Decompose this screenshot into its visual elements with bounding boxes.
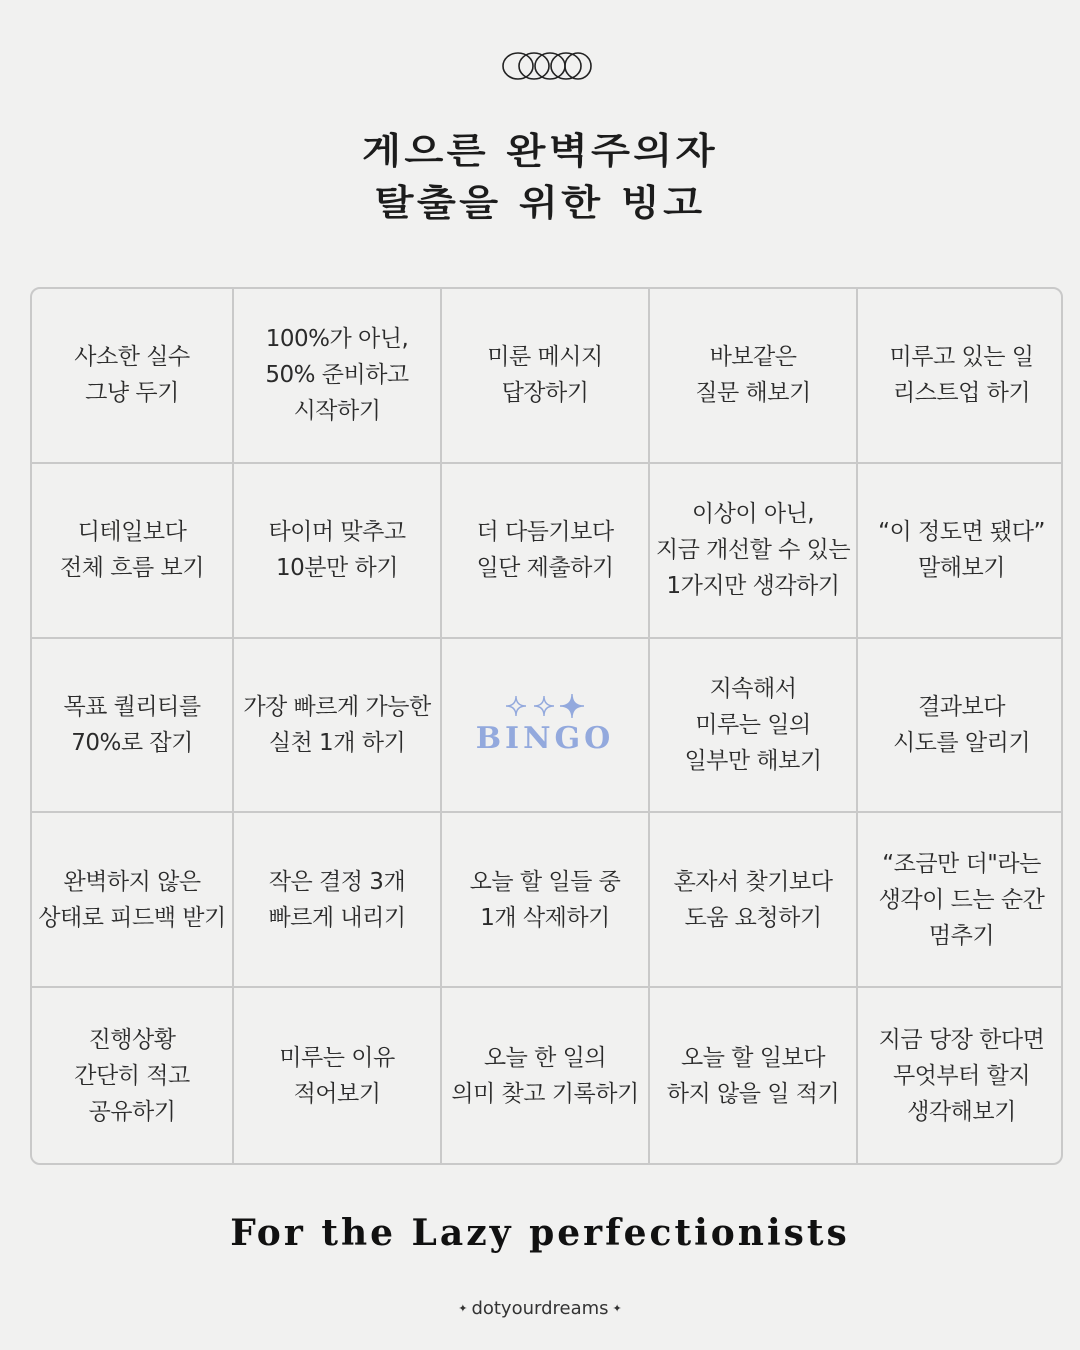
bingo-cell[interactable] [32,289,234,464]
bingo-cell[interactable] [442,289,650,464]
bingo-cell-text: 오늘 할 일들 중 1개 삭제하기 [469,868,621,931]
bingo-cell[interactable] [32,639,234,814]
bingo-cell[interactable] [32,813,234,988]
bingo-cell[interactable] [858,289,1063,464]
bingo-cell[interactable] [858,464,1063,639]
bingo-cell-text: 지금 당장 한다면 무엇부터 할지 생각해보기 [878,1026,1045,1125]
bingo-cell[interactable] [442,813,650,988]
bingo-cell-text: “이 정도면 됐다” 말해보기 [878,519,1045,582]
bingo-cell-text: 더 다듬기보다 일단 제출하기 [476,519,614,582]
bingo-cell-text: 오늘 한 일의 의미 찾고 기록하기 [451,1044,639,1107]
sparkle-stars-icon [500,692,590,720]
bingo-cell[interactable] [32,464,234,639]
bingo-cell-text: 가장 빠르게 가능한 실천 1개 하기 [243,693,431,756]
bingo-cell[interactable] [858,639,1063,814]
bingo-cell-text: 100%가 아닌, 50% 준비하고 시작하기 [265,326,409,425]
bingo-board [30,287,1063,1165]
bingo-cell-text: “조금만 더"라는 생각이 드는 순간 멈추기 [878,850,1045,949]
bingo-cell-text: 미루고 있는 일 리스트업 하기 [889,344,1034,407]
bingo-cell-text: 오늘 할 일보다 하지 않을 일 적기 [666,1044,840,1107]
sparkle-icon [506,696,526,716]
bingo-label: BINGO [475,720,615,756]
bingo-cell-text: 타이머 맞추고 10분만 하기 [268,519,406,582]
page-title [0,126,1080,230]
bingo-cell-text: 작은 결정 3개 빠르게 내리기 [268,868,406,931]
bingo-cell-text: 지속해서 미루는 일의 일부만 해보기 [684,675,822,774]
bingo-cell[interactable] [442,988,650,1163]
title-line-2: 탈출을 위한 빙고 [374,183,706,224]
bingo-cell[interactable] [32,988,234,1163]
bingo-cell-text: 목표 퀄리티를 70%로 잡기 [63,693,201,756]
bingo-cell-text: 완벽하지 않은 상태로 피드백 받기 [38,868,226,931]
bingo-cell[interactable] [650,464,858,639]
bingo-cell[interactable] [858,813,1063,988]
bingo-cell-text: 미루는 이유 적어보기 [279,1044,395,1107]
sparkle-icon [560,694,584,718]
bingo-cell[interactable] [234,289,442,464]
bingo-cell[interactable] [234,464,442,639]
bingo-center-cell[interactable] [442,639,650,814]
bingo-cell-text: 이상이 아닌, 지금 개선할 수 있는 1가지만 생각하기 [655,501,851,600]
sparkle-icon: ✦ [612,1302,622,1315]
bingo-cell[interactable] [650,988,858,1163]
bingo-cell-text: 디테일보다 전체 흐름 보기 [60,519,204,582]
bingo-cell-text: 혼자서 찾기보다 도움 요청하기 [673,868,833,931]
sparkle-icon: ✦ [458,1302,468,1315]
footer-brand [0,1298,1080,1319]
bingo-cell-text: 사소한 실수 그냥 두기 [74,344,190,407]
bingo-cell[interactable] [650,289,858,464]
tagline: For the Lazy perfectionists [230,1212,850,1254]
bingo-cell[interactable] [650,813,858,988]
bingo-cell-text: 진행상황 간단히 적고 공유하기 [74,1026,190,1125]
rings-logo-icon [498,48,594,84]
bingo-cell[interactable] [650,639,858,814]
bingo-cell[interactable] [234,639,442,814]
bingo-cell[interactable] [234,813,442,988]
sparkle-icon [534,696,554,716]
bingo-cell[interactable] [442,464,650,639]
bingo-cell-text: 결과보다 시도를 알리기 [892,693,1031,756]
bingo-cell[interactable] [234,988,442,1163]
bingo-cell[interactable] [858,988,1063,1163]
title-line-1: 게으른 완벽주의자 [362,131,718,172]
bingo-cell-text: 미룬 메시지 답장하기 [487,344,603,407]
bingo-cell-text: 바보같은 질문 해보기 [695,344,811,407]
bingo-center [476,692,615,758]
brand-name: dotyourdreams [471,1298,609,1319]
